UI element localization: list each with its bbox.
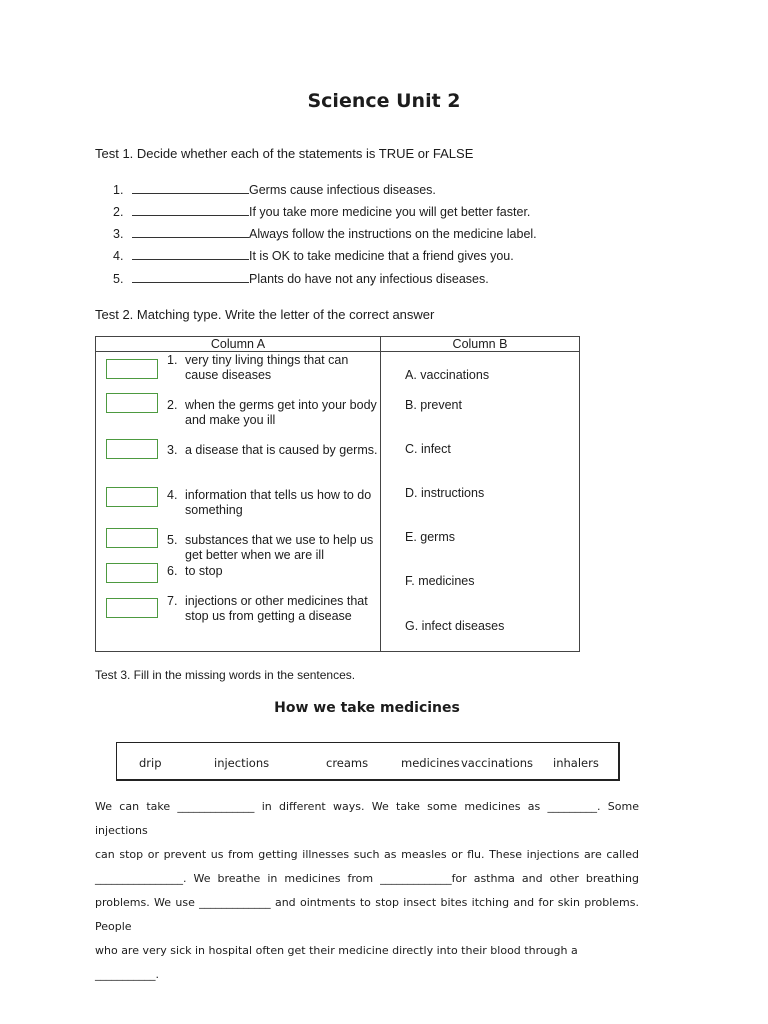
test2-heading: Test 2. Matching type. Write the letter of the correct answer (95, 307, 435, 322)
question-number: 4. (167, 488, 178, 502)
answer-box-7[interactable] (106, 598, 158, 618)
question-text: a disease that is caused by germs. (185, 443, 378, 457)
tf-answer-blank[interactable] (132, 225, 249, 238)
page-title: Science Unit 2 (307, 90, 461, 112)
tf-item-1 (113, 181, 436, 199)
paragraph-line: who are very sick in hospital often get their medicine directly into their blood through a ___________. (95, 944, 578, 981)
word-bank-item: creams (326, 756, 369, 770)
question-number: 3. (167, 443, 178, 457)
question-text: information that tells us how to do something (185, 488, 372, 517)
table-divider (96, 351, 579, 352)
tf-item-number: 1. (113, 183, 124, 197)
tf-item-5 (113, 270, 489, 288)
answer-box-5[interactable] (106, 528, 158, 548)
word-bank-item: vaccinations (461, 756, 534, 770)
test1-heading: Test 1. Decide whether each of the statements is TRUE or FALSE (95, 146, 474, 161)
question-number: 5. (167, 533, 178, 547)
option-b: B. prevent (405, 398, 462, 412)
word-bank (116, 742, 620, 781)
tf-item-text: Plants do have not any infectious diseases. (249, 272, 489, 286)
tf-item-number: 3. (113, 227, 124, 241)
question-number: 2. (167, 398, 178, 412)
answer-box-3[interactable] (106, 439, 158, 459)
test3-title: How we take medicines (274, 700, 460, 716)
column-b-header: Column B (452, 337, 508, 351)
tf-answer-blank[interactable] (132, 203, 249, 216)
tf-item-number: 2. (113, 205, 124, 219)
word-bank-item: drip (139, 756, 162, 770)
tf-item-text: Germs cause infectious diseases. (249, 183, 436, 197)
option-g: G. infect diseases (405, 619, 505, 633)
question-text: substances that we use to help us get better when we are ill (185, 533, 374, 562)
tf-answer-blank[interactable] (132, 247, 249, 260)
question-text: injections or other medicines that stop us from getting a disease (185, 594, 368, 623)
answer-box-4[interactable] (106, 487, 158, 507)
paragraph-line: problems. We use _____________ and ointments to stop insect bites itching and for skin problems. People (95, 896, 639, 933)
question-number: 7. (167, 594, 178, 608)
question-number: 1. (167, 353, 178, 367)
option-f: F. medicines (405, 574, 475, 588)
question-number: 6. (167, 564, 178, 578)
tf-item-number: 4. (113, 249, 124, 263)
answer-box-2[interactable] (106, 393, 158, 413)
tf-item-2 (113, 203, 530, 221)
word-bank-item: injections (214, 756, 270, 770)
column-a-header: Column A (210, 337, 266, 351)
tf-answer-blank[interactable] (132, 181, 249, 194)
question-text: very tiny living things that can cause diseases (185, 353, 349, 382)
paragraph-line: ________________. We breathe in medicines from _____________for asthma and other breathing (95, 872, 639, 885)
answer-box-6[interactable] (106, 563, 158, 583)
word-bank-item: inhalers (553, 756, 599, 770)
option-e: E. germs (405, 530, 456, 544)
tf-item-3 (113, 225, 537, 243)
paragraph-line: We can take ______________ in different ways. We take some medicines as _________. Some injections (95, 800, 639, 837)
word-bank-item: medicines (401, 756, 460, 770)
answer-box-1[interactable] (106, 359, 158, 379)
test3-heading: Test 3. Fill in the missing words in the sentences. (95, 668, 356, 682)
tf-item-text: It is OK to take medicine that a friend gives you. (249, 249, 514, 263)
option-c: C. infect (405, 442, 451, 456)
question-text: to stop (185, 564, 223, 578)
tf-answer-blank[interactable] (132, 270, 249, 283)
paragraph-line: can stop or prevent us from getting illnesses such as measles or flu. These injections are called (95, 848, 639, 861)
tf-item-number: 5. (113, 272, 124, 286)
question-text: when the germs get into your body and make you ill (185, 398, 377, 427)
fill-in-paragraph (95, 795, 639, 987)
tf-item-text: Always follow the instructions on the medicine label. (249, 227, 537, 241)
tf-item-4 (113, 247, 514, 265)
matching-table (95, 336, 580, 652)
option-a: A. vaccinations (405, 368, 490, 382)
tf-item-text: If you take more medicine you will get better faster. (249, 205, 531, 219)
option-d: D. instructions (405, 486, 485, 500)
